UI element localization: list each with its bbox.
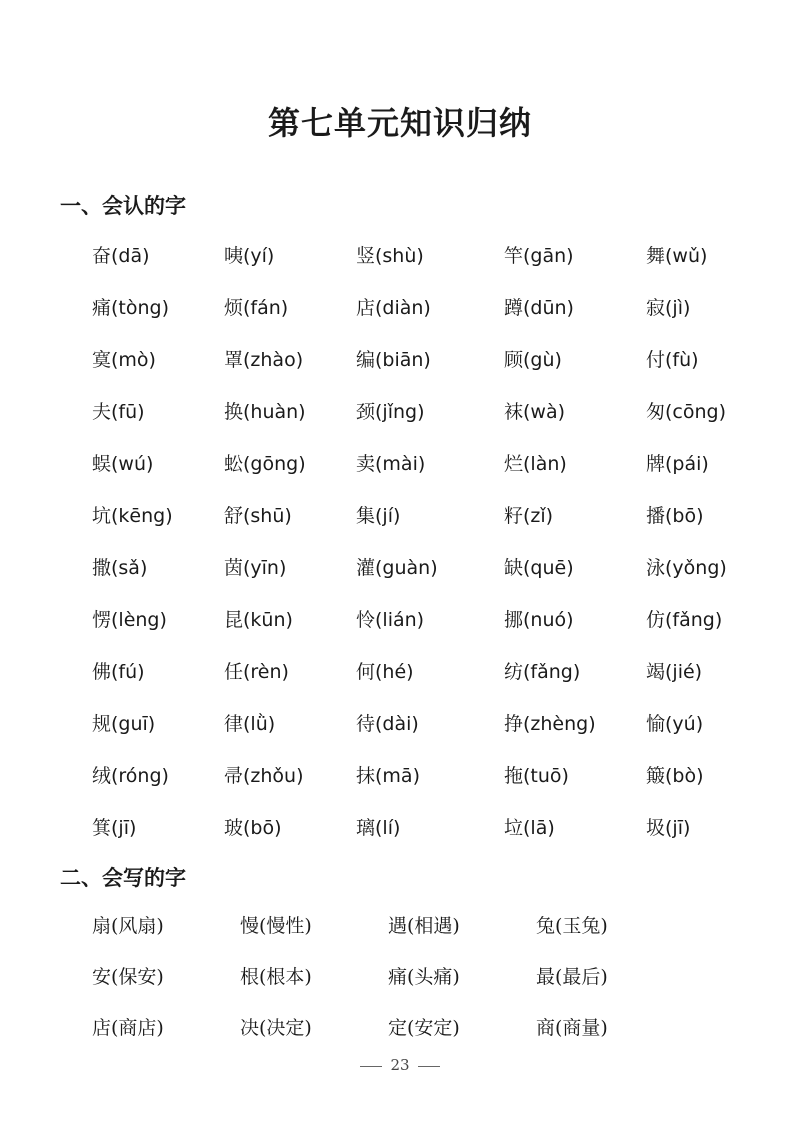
character-item: 袜(wà) [504,401,566,423]
word-item: 扇(风扇) [92,915,164,937]
character-item: 簸(bò) [646,765,704,787]
character-item: 寞(mò) [92,349,156,371]
word-item: 最(最后) [536,966,608,988]
character-item: 圾(jī) [646,817,691,839]
character-item: 抹(mā) [356,765,420,787]
word-item: 安(保安) [92,966,164,988]
page-number-footer [0,1056,800,1074]
recognize-characters-grid [92,236,796,860]
character-item: 垃(lā) [504,817,555,839]
character-item: 箕(jī) [92,817,137,839]
character-item: 付(fù) [646,349,699,371]
character-item: 罩(zhào) [224,349,304,371]
character-item: 怜(lián) [356,609,425,631]
character-item: 何(hé) [356,661,414,683]
dash-left [360,1066,382,1067]
character-item: 挪(nuó) [504,609,574,631]
character-item: 任(rèn) [224,661,289,683]
character-item: 绒(róng) [92,765,169,787]
character-item: 竖(shù) [356,245,424,267]
character-item: 佛(fú) [92,661,145,683]
character-item: 竭(jié) [646,661,703,683]
character-item: 匆(cōng) [646,401,726,423]
character-item: 竿(gān) [504,245,574,267]
character-item: 烂(làn) [504,453,567,475]
character-item: 奋(dā) [92,245,150,267]
character-item: 愣(lèng) [92,609,167,631]
section-heading-recognize: 一、会认的字 [60,194,186,218]
character-item: 夫(fū) [92,401,145,423]
character-item: 规(guī) [92,713,156,735]
character-item: 播(bō) [646,505,704,527]
character-item: 寂(jì) [646,297,691,319]
character-item: 籽(zǐ) [504,505,554,527]
character-item: 灌(guàn) [356,557,438,579]
character-item: 舞(wǔ) [646,245,708,267]
character-item: 仿(fǎng) [646,609,723,631]
write-characters-grid [92,906,684,1059]
character-item: 牌(pái) [646,453,709,475]
character-item: 撒(sǎ) [92,557,148,579]
section-heading-write: 二、会写的字 [60,866,186,890]
character-item: 玻(bō) [224,817,282,839]
character-item: 璃(lí) [356,817,401,839]
character-item: 拖(tuō) [504,765,569,787]
character-item: 舒(shū) [224,505,292,527]
page-number: 23 [390,1056,410,1074]
character-item: 店(diàn) [356,297,431,319]
character-item: 烦(fán) [224,297,289,319]
page-title: 第七单元知识归纳 [267,104,532,142]
word-item: 定(安定) [388,1017,460,1039]
character-item: 坑(kēng) [92,505,173,527]
character-item: 挣(zhèng) [504,713,596,735]
word-item: 慢(慢性) [240,915,312,937]
word-item: 兔(玉兔) [536,915,608,937]
character-item: 昆(kūn) [224,609,293,631]
character-item: 缺(quē) [504,557,574,579]
character-item: 纺(fǎng) [504,661,581,683]
character-item: 律(lǜ) [224,713,276,735]
character-item: 换(huàn) [224,401,306,423]
word-item: 根(根本) [240,966,312,988]
character-item: 顾(gù) [504,349,562,371]
character-item: 蹲(dūn) [504,297,574,319]
word-item: 决(决定) [240,1017,312,1039]
character-item: 蜈(wú) [92,453,154,475]
character-item: 咦(yí) [224,245,275,267]
character-item: 颈(jǐng) [356,401,425,423]
word-item: 店(商店) [92,1017,164,1039]
word-item: 商(商量) [536,1017,608,1039]
word-item: 遇(相遇) [388,915,460,937]
character-item: 蚣(gōng) [224,453,306,475]
character-item: 帚(zhǒu) [224,765,304,787]
character-item: 编(biān) [356,349,431,371]
character-item: 待(dài) [356,713,419,735]
character-item: 茵(yīn) [224,557,287,579]
character-item: 卖(mài) [356,453,426,475]
character-item: 泳(yǒng) [646,557,727,579]
character-item: 痛(tòng) [92,297,170,319]
dash-right [418,1066,440,1067]
character-item: 集(jí) [356,505,401,527]
word-item: 痛(头痛) [388,966,460,988]
character-item: 愉(yú) [646,713,704,735]
